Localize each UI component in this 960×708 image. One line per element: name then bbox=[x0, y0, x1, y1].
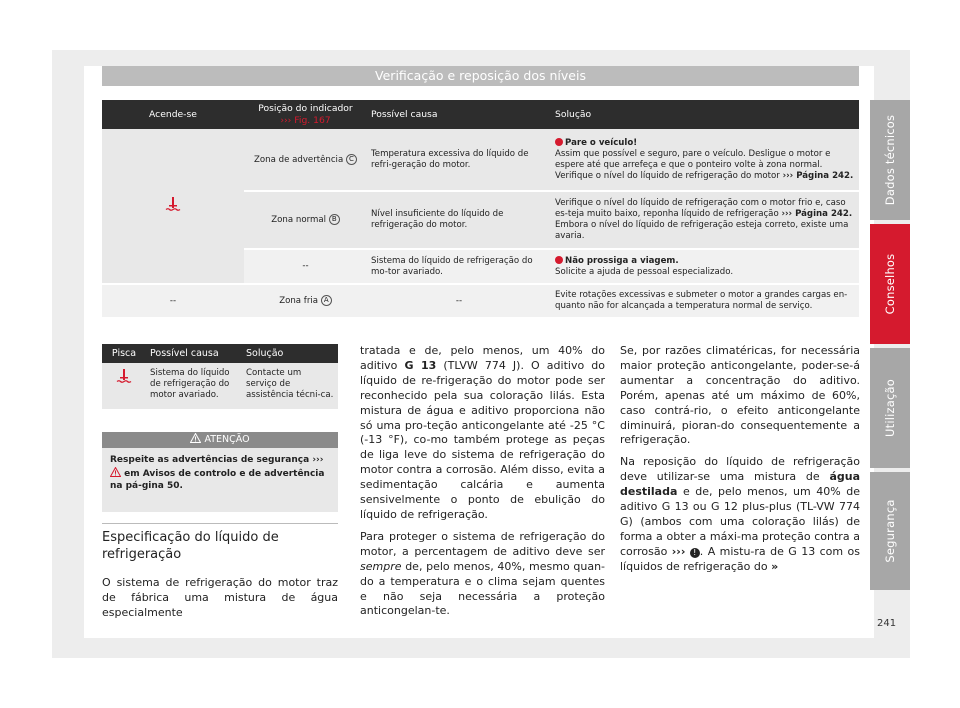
tab-label: Conselhos bbox=[883, 253, 897, 315]
warning-triangle-icon bbox=[190, 433, 201, 443]
stop-warning-icon bbox=[555, 138, 563, 146]
column-header-acende: Acende-se bbox=[102, 100, 244, 129]
flashing-indicator-table bbox=[102, 344, 338, 409]
letter-marker: A bbox=[321, 295, 332, 306]
cause-cell: Temperatura excessiva do líquido de refri-geração do motor. bbox=[367, 129, 551, 191]
info-icon: ! bbox=[690, 548, 700, 558]
solution-cell: Evite rotações excessivas e submeter o motor a grandes cargas en-quanto não for alcançada a temperatura normal de serviço. bbox=[551, 284, 859, 318]
paragraph: Se, por razões climatéricas, for necessária maior proteção anticongelante, poder-se-á aumentar a concentração do aditivo. Porém, apenas até um máximo de 60%, caso contrá-rio, o efeito anticongelante diminuirá, pioran-do consequentemente a refrigeração. bbox=[620, 344, 860, 447]
solution-cell: Não prossiga a viagem. Solicite a ajuda de pessoal especializado. bbox=[551, 249, 859, 284]
indicator-cell: -- bbox=[102, 284, 244, 318]
column-header-solucao: Solução bbox=[551, 100, 859, 129]
letter-marker: C bbox=[346, 154, 357, 165]
tab-conselhos[interactable] bbox=[870, 224, 910, 344]
solution-cell: Contacte um serviço de assistência técni-ca. bbox=[242, 363, 338, 409]
solution-cell: Verifique o nível do líquido de refrigeração com o motor frio e, caso es-teja muito baixo, reponha líquido de refrigeração ››› Página 242. Embora o nível do líquido de refrigeração esteja correto, existe uma avaria. bbox=[551, 191, 859, 249]
safety-reference-link[interactable]: ››› bbox=[312, 455, 324, 465]
coolant-indicator-table bbox=[102, 100, 859, 319]
table-row bbox=[102, 129, 859, 191]
table-header-row bbox=[102, 344, 338, 363]
column-header-pisca: Pisca bbox=[102, 344, 146, 363]
tab-dados-tecnicos[interactable] bbox=[870, 100, 910, 220]
header-text: Posição do indicador bbox=[258, 103, 353, 114]
column-header-causa: Possível causa bbox=[146, 344, 242, 363]
warning-reference-link[interactable]: ››› bbox=[671, 544, 686, 558]
paragraph: Para proteger o sistema de refrigeração do motor, a percentagem de aditivo deve ser sempre de, pelo menos, 40%, mesmo quan-do a temperatura e o clima sejam quentes e não seja necessária a proteção anticongelan-te. bbox=[360, 529, 606, 618]
page-reference-link[interactable]: ››› Página 242. bbox=[782, 170, 854, 181]
column-header-solucao: Solução bbox=[242, 344, 338, 363]
page-title: Verificação e reposição dos níveis bbox=[102, 66, 859, 86]
cause-cell: Sistema do líquido de refrigeração do mo-tor avariado. bbox=[367, 249, 551, 284]
tab-seguranca[interactable] bbox=[870, 472, 910, 590]
tab-utilizacao[interactable] bbox=[870, 348, 910, 468]
cause-cell: Sistema do líquido de refrigeração do motor avariado. bbox=[146, 363, 242, 409]
position-cell: Zona normal B bbox=[244, 191, 367, 249]
table-row bbox=[102, 363, 338, 409]
table-header-row bbox=[102, 100, 859, 129]
body-text-column-1: O sistema de refrigeração do motor traz de fábrica uma mistura de água especialmente bbox=[102, 576, 338, 619]
page-reference-link[interactable]: ››› Página 242. bbox=[781, 209, 853, 219]
tab-label: Utilização bbox=[883, 378, 897, 438]
warning-box-text: Respeite as advertências de segurança ››› em Avisos de controlo e de advertência na pá-gina 50. bbox=[110, 455, 325, 491]
cause-cell: Nível insuficiente do líquido de refrigeração do motor. bbox=[367, 191, 551, 249]
warning-triangle-icon bbox=[110, 467, 121, 477]
position-cell: Zona de advertência C bbox=[244, 129, 367, 191]
coolant-warning-icon bbox=[102, 363, 146, 409]
warning-box-header: ATENÇÃO bbox=[102, 432, 338, 448]
position-cell: Zona fria A bbox=[244, 284, 367, 318]
figure-reference-link[interactable]: ››› Fig. 167 bbox=[280, 114, 331, 126]
solution-cell: Pare o veículo! Assim que possível e seguro, pare o veículo. Desligue o motor e espere até que arrefeça e que o ponteiro volte à zona normal. Verifique o nível do líquido de refrigeração do motor ››› Página 242. bbox=[551, 129, 859, 191]
letter-marker: B bbox=[329, 214, 340, 225]
body-text-column-3 bbox=[620, 344, 860, 582]
position-cell: -- bbox=[244, 249, 367, 284]
continue-arrow-icon[interactable]: » bbox=[771, 559, 779, 573]
table-row bbox=[102, 284, 859, 318]
section-heading: Especificação do líquido de refrigeração bbox=[102, 530, 279, 562]
tab-label: Dados técnicos bbox=[883, 114, 897, 206]
coolant-warning-icon bbox=[102, 129, 244, 284]
warning-box bbox=[102, 432, 338, 512]
paragraph: Na reposição do líquido de refrigeração deve utilizar-se uma mistura de água destilada e de, pelo menos, um 40% de aditivo G 13 ou G 12 plus-plus (TL-VW 774 G) (ambos com uma coloração lilás) de forma a obter a máxi-ma proteção contra a corrosão ››› ! . A mistu-ra de G 13 com os líquidos de refrigeração do » bbox=[620, 455, 861, 573]
body-text-column-2 bbox=[360, 344, 605, 626]
paragraph: tratada e de, pelo menos, um 40% do aditivo G 13 (TLVW 774 J). O aditivo do líquido de re-frigeração do motor pode ser reconhecido pela sua coloração lilás. Esta mistura de água e aditivo proporciona não só uma pro-teção anticongelante até -25 °C (-13 °F), co-mo também protege as peças de liga leve do sistema de refrigeração do motor contra a corrosão. Além disso, evita a sedimentação calcária e aumenta sensivelmente o ponto de ebulição do líquido de refrigeração. bbox=[360, 344, 606, 521]
tab-label: Segurança bbox=[883, 499, 897, 563]
column-header-posicao bbox=[244, 100, 367, 129]
page-number: 241 bbox=[877, 618, 897, 629]
section-divider bbox=[102, 523, 338, 524]
stop-warning-icon bbox=[555, 256, 563, 264]
cause-cell: -- bbox=[367, 284, 551, 318]
column-header-causa: Possível causa bbox=[367, 100, 551, 129]
